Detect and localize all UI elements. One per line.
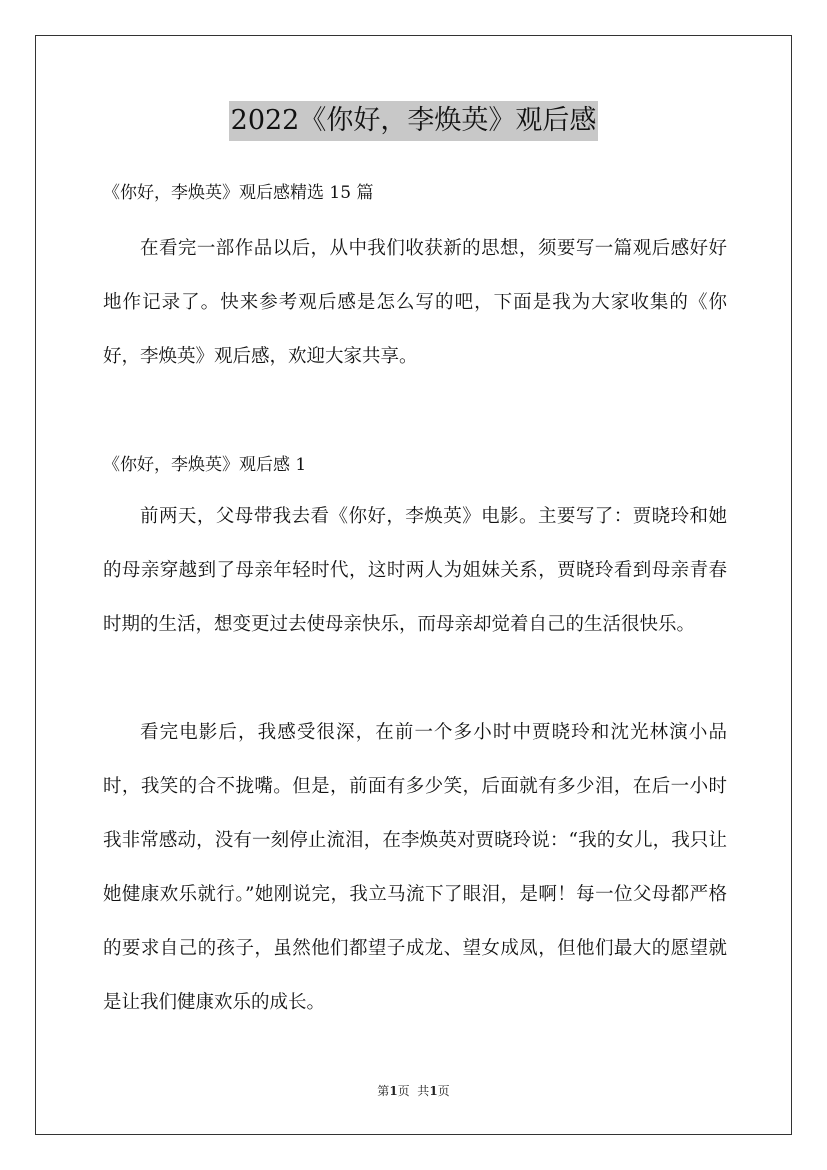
footer-page-suffix: 页 xyxy=(437,1084,450,1098)
footer-page-middle: 页 共 xyxy=(397,1084,430,1098)
footer-page-prefix: 第 xyxy=(377,1084,390,1098)
body-paragraph-2: 看完电影后，我感受很深，在前一个多小时中贾晓玲和沈光林演小品时，我笑的合不拢嘴。但是，前面有多少笑，后面就有多少泪，在后一小时我非常感动，没有一刻停止流泪，在李焕英对贾晓玲说：“我的女儿，我只让她健康欢乐就行。”她刚说完，我立马流下了眼泪，是啊！每一位父母都严格的要求自己的孩子，虽然他们都望子成龙、望女成凤，但他们最大的愿望就是让我们健康欢乐的成长。 xyxy=(103,722,727,1013)
document-title: 2022《你好，李焕英》观后感 xyxy=(229,101,599,141)
document-subtitle: 《你好，李焕英》观后感精选 15 篇 xyxy=(103,183,374,203)
footer-page-total: 1 xyxy=(429,1084,438,1098)
section-heading: 《你好，李焕英》观后感 1 xyxy=(103,455,307,475)
page-footer xyxy=(0,1083,827,1099)
title-container xyxy=(0,101,827,141)
footer-page-current: 1 xyxy=(389,1084,398,1098)
body-paragraph-1: 前两天，父母带我去看《你好，李焕英》电影。主要写了：贾晓玲和她的母亲穿越到了母亲年轻时代，这时两人为姐妹关系，贾晓玲看到母亲青春时期的生活，想变更过去使母亲快乐，而母亲却觉着自己的生活很快乐。 xyxy=(103,506,727,635)
intro-paragraph: 在看完一部作品以后，从中我们收获新的思想，须要写一篇观后感好好地作记录了。快来参考观后感是怎么写的吧，下面是我为大家收集的《你好，李焕英》观后感，欢迎大家共享。 xyxy=(103,238,727,367)
